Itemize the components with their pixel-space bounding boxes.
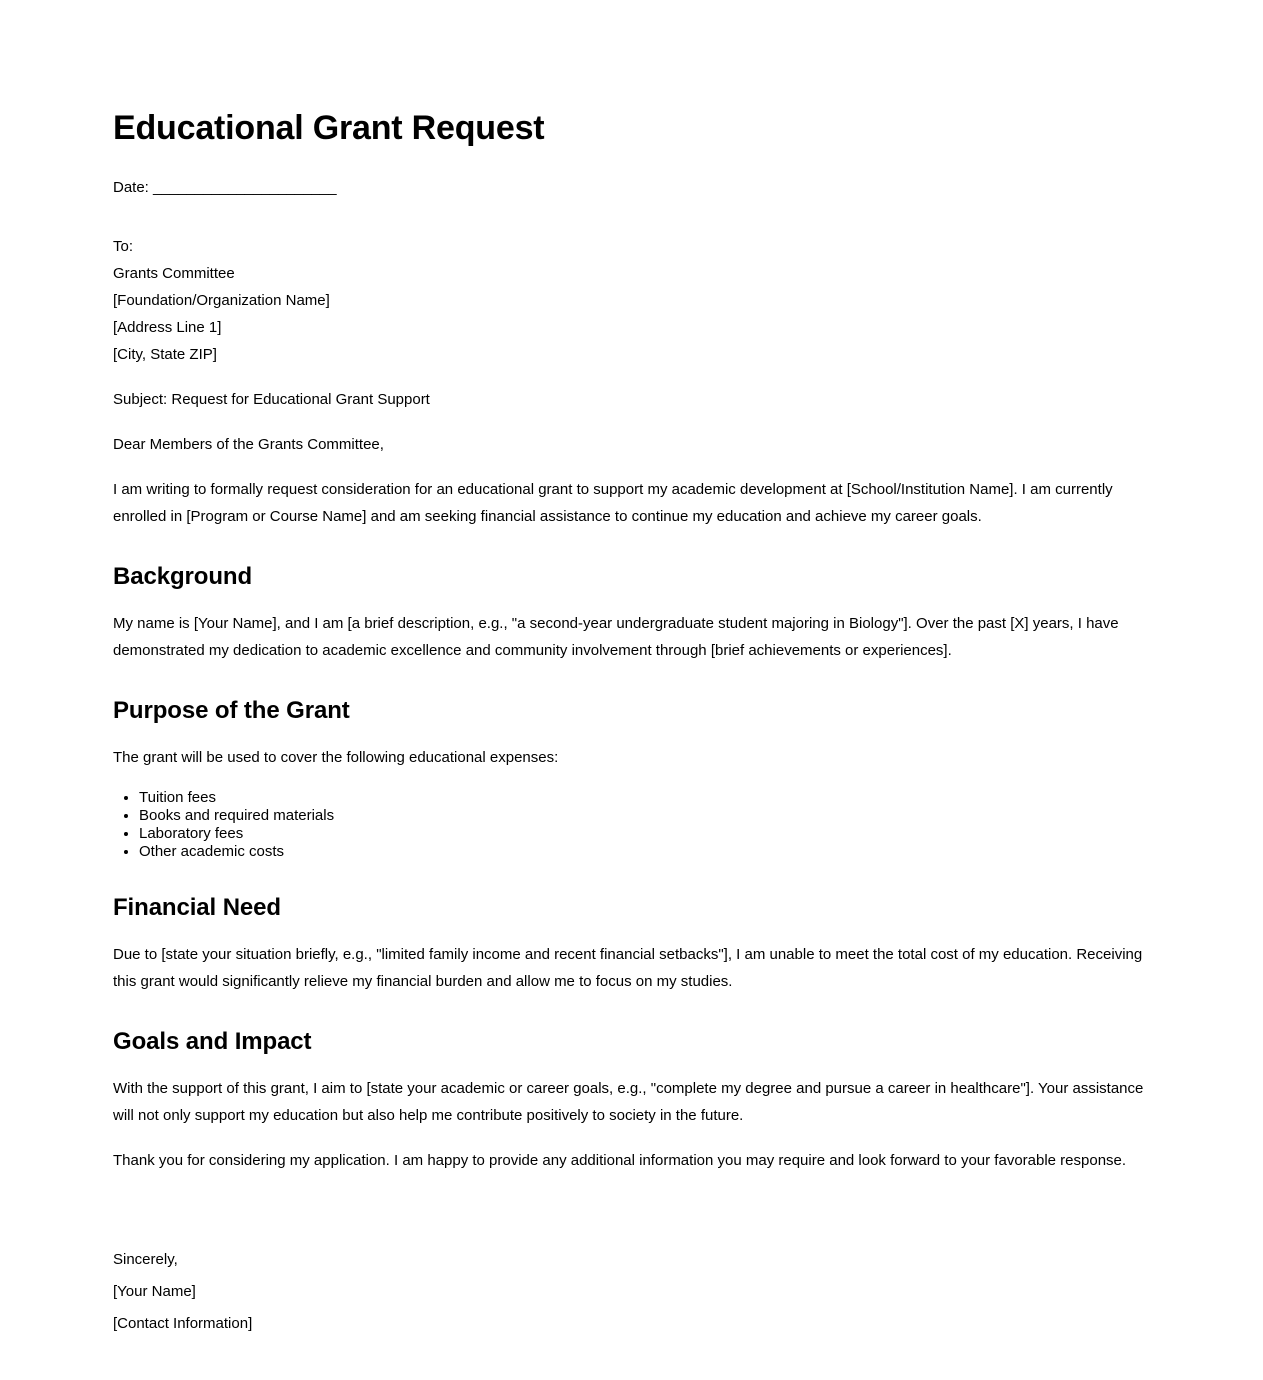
signature-spacer bbox=[113, 1192, 1145, 1244]
section-paragraph-background: My name is [Your Name], and I am [a brief description, e.g., "a second-year undergraduate student majoring in Biology"]. Over the past [X] years, I have demonstrated my dedication to academic excellence and community involvement through [brief achievements or experiences]. bbox=[113, 615, 1119, 659]
list-item: • Other academic costs bbox=[139, 843, 1145, 861]
intro-paragraph: I am writing to formally request consideration for an educational grant to support my academic development at [School/Institution Name]. I am currently enrolled in [Program or Course Name] and am seeking financial assistance to continue my education and achieve my career goals. bbox=[113, 481, 1113, 525]
section-paragraph-financial-need: Due to [state your situation briefly, e.g., "limited family income and recent financial setbacks"], I am unable to meet the total cost of my education. Receiving this grant would significantly relieve my financial burden and allow me to focus on my studies. bbox=[113, 946, 1143, 990]
expense-list bbox=[113, 789, 1145, 861]
recipient-line: Grants Committee bbox=[113, 265, 235, 282]
recipient-line: [City, State ZIP] bbox=[113, 346, 217, 363]
list-item: • Books and required materials bbox=[139, 807, 1145, 825]
subject-line: Subject: Request for Educational Grant Support bbox=[113, 391, 430, 408]
date-blank-underline: ______________________ bbox=[153, 179, 337, 196]
signature-closing: Sincerely, bbox=[113, 1251, 178, 1268]
recipient-address-block bbox=[113, 233, 1145, 368]
section-heading-financial-need: Financial Need bbox=[113, 894, 281, 921]
section-heading-goals-impact: Goals and Impact bbox=[113, 1028, 312, 1055]
section-heading-purpose: Purpose of the Grant bbox=[113, 697, 350, 724]
section-heading-background: Background bbox=[113, 563, 253, 590]
list-item: • Laboratory fees bbox=[139, 825, 1145, 843]
closing-paragraph: Thank you for considering my application. I am happy to provide any additional information you may require and look forward to your favorable response. bbox=[113, 1152, 1127, 1169]
recipient-line: [Address Line 1] bbox=[113, 319, 222, 336]
recipient-line: [Foundation/Organization Name] bbox=[113, 292, 330, 309]
signature-block bbox=[113, 1244, 1145, 1340]
page-title: Educational Grant Request bbox=[113, 109, 545, 147]
date-label: Date: bbox=[113, 179, 154, 196]
recipient-to-label: To: bbox=[113, 238, 134, 255]
section-paragraph-purpose: The grant will be used to cover the following educational expenses: bbox=[113, 749, 559, 766]
signature-name: [Your Name] bbox=[113, 1283, 196, 1300]
signature-contact: [Contact Information] bbox=[113, 1315, 253, 1332]
salutation: Dear Members of the Grants Committee, bbox=[113, 436, 384, 453]
list-item: • Tuition fees bbox=[139, 789, 1145, 807]
section-paragraph-goals-impact: With the support of this grant, I aim to [state your academic or career goals, e.g., "complete my degree and pursue a career in healthcare"]. Your assistance will not only support my education but also help me contribute positively to society in the future. bbox=[113, 1080, 1144, 1124]
date-line bbox=[113, 174, 1145, 201]
